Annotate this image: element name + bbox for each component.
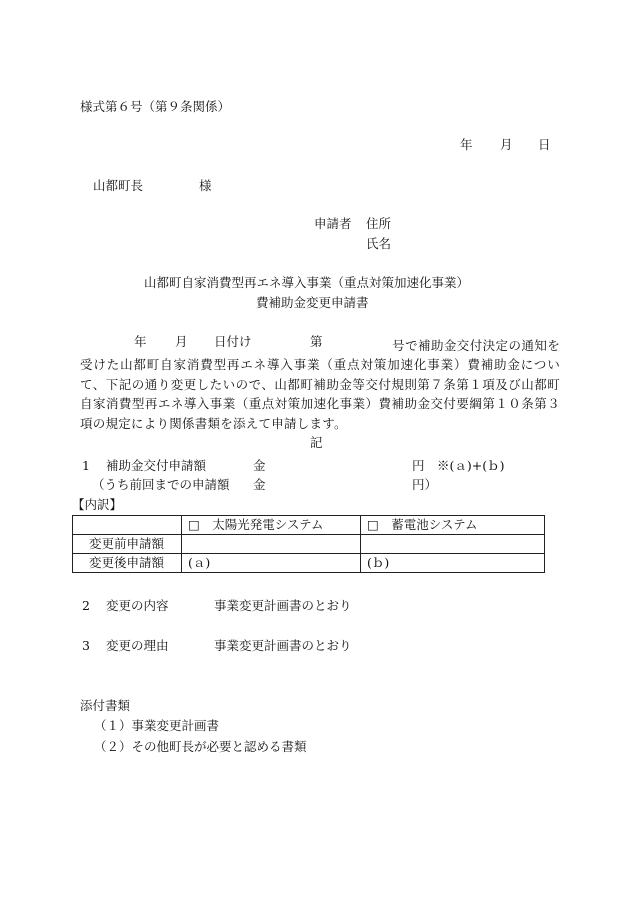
addressee-honorific: 様 [199, 178, 212, 193]
table-row [73, 554, 545, 573]
row-label: 変更前申請額 [73, 535, 182, 554]
row-solar-value: (ａ) [182, 554, 361, 573]
applicant-address-label: 住所 [366, 216, 392, 231]
breakdown-heading: 【内訳】 [72, 497, 123, 512]
item1-number: 1 [82, 458, 90, 473]
attachment-item: （２）その他町長が必要と認める書類 [94, 739, 307, 754]
body-month: 月 [175, 334, 188, 349]
addressee-name: 山都町長 [93, 178, 144, 193]
item2-number: 2 [82, 598, 90, 613]
item3-label: 変更の理由 [106, 638, 169, 653]
item3-value: 事業変更計画書のとおり [214, 638, 352, 653]
date-day: 日 [538, 137, 551, 152]
item1-sub-kin: 金 [253, 477, 266, 492]
date-month: 月 [500, 137, 513, 152]
item2-label: 変更の内容 [106, 598, 169, 613]
applicant-label: 申請者 [314, 216, 352, 231]
form-number: 様式第６号（第９条関係） [80, 99, 231, 114]
table-header-battery: □ 蓄電池システム [361, 516, 545, 535]
date-year: 年 [460, 137, 473, 152]
item1-note: ※(ａ)+(ｂ) [437, 458, 505, 473]
body-year: 年 [134, 334, 147, 349]
table-header-cell [73, 516, 182, 535]
table-header-solar: □ 太陽光発電システム [182, 516, 361, 535]
row-battery-value: (ｂ) [361, 554, 545, 573]
row-label: 変更後申請額 [73, 554, 182, 573]
attachments-heading: 添付書類 [80, 698, 131, 713]
body-text: 号で補助金交付決定の通知を受けた山都町自家消費型再エネ導入事業（重点対策加速化事業）費補助金について、下記の通り変更したいので、山都町補助金等交付規則第７条第１項及び山都町自家消費型再エネ導入事業（重点対策加速化事業）費補助金交付要綱第１０条第３項の規定により関係書類を添えて申請します。 [80, 338, 560, 431]
row-solar-value [182, 535, 361, 554]
item1-sub-label: （うち前回までの申請額 [92, 477, 230, 492]
body-no-prefix: 第 [310, 334, 323, 349]
item2-value: 事業変更計画書のとおり [214, 598, 352, 613]
title-line-2: 費補助金変更申請書 [256, 295, 369, 310]
title-line-1: 山都町自家消費型再エネ導入事業（重点対策加速化事業） [144, 275, 470, 290]
table-header-row [73, 516, 545, 535]
row-battery-value [361, 535, 545, 554]
table-row [73, 535, 545, 554]
item1-yen: 円 [412, 458, 425, 473]
body-paragraph [80, 336, 560, 433]
item1-label: 補助金交付申請額 [106, 458, 207, 473]
breakdown-table [72, 515, 545, 573]
ki-label: 記 [310, 435, 323, 450]
item1-sub-yen: 円） [412, 477, 438, 492]
body-dated: 日付け [214, 334, 252, 349]
attachment-item: （１）事業変更計画書 [94, 718, 220, 733]
item3-number: 3 [82, 638, 90, 653]
applicant-name-label: 氏名 [366, 236, 392, 251]
item1-kin: 金 [253, 458, 266, 473]
